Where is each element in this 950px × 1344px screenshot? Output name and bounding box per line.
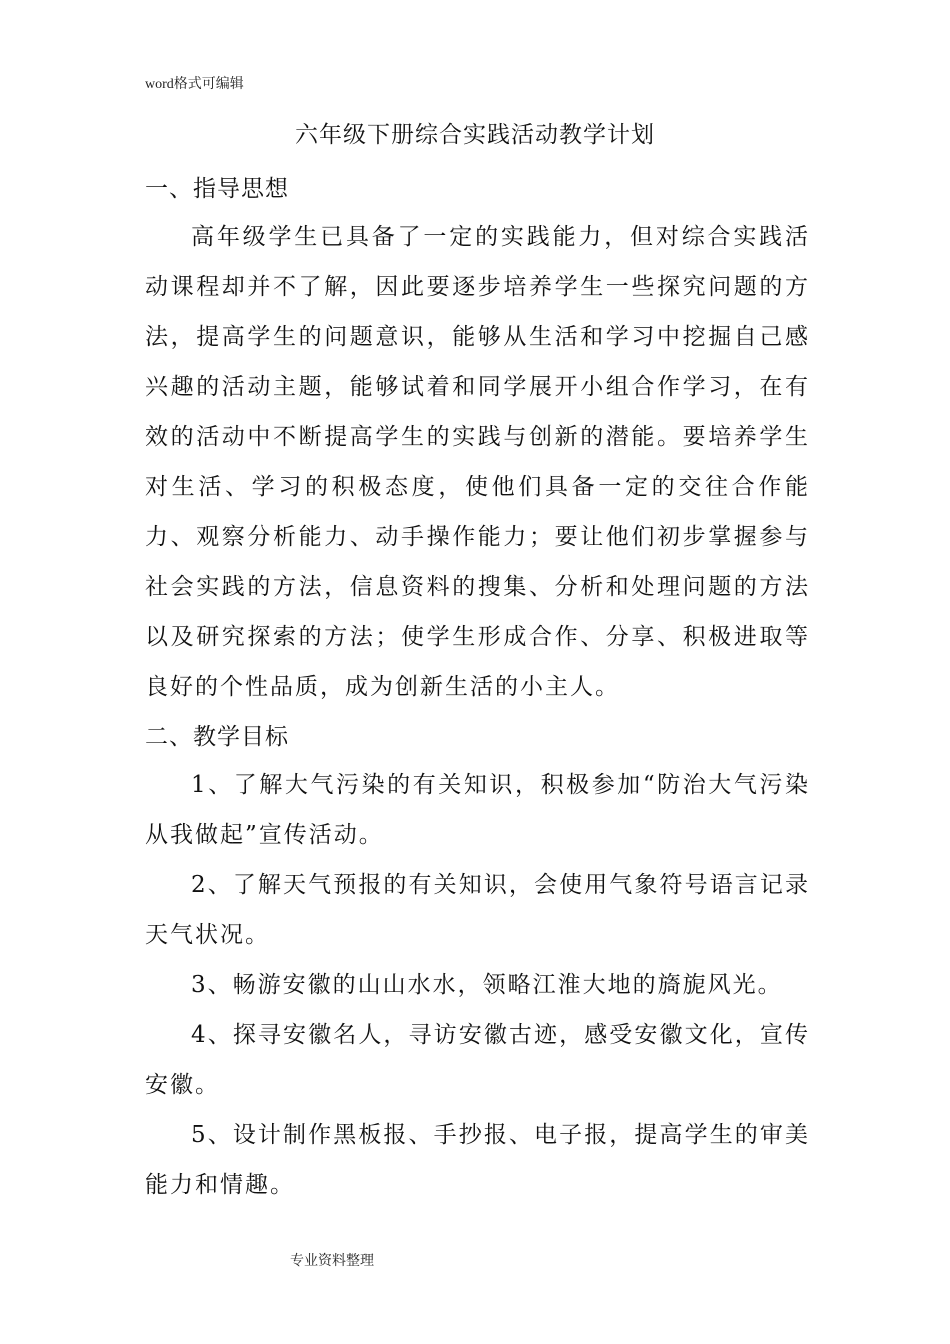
goal-item-4: 4、探寻安徽名人，寻访安徽古迹，感受安徽文化，宣传安徽。 — [145, 1022, 810, 1098]
section-heading-guiding-idea: 一、指导思想 — [145, 176, 289, 202]
goal-item-1: 1、了解大气污染的有关知识，积极参加“防治大气污染从我做起”宣传活动。 — [145, 772, 810, 848]
goal-item-3: 3、畅游安徽的山山水水，领略江淮大地的旖旎风光。 — [191, 972, 783, 998]
goal-item-5: 5、设计制作黑板报、手抄报、电子报，提高学生的审美能力和情趣。 — [145, 1122, 810, 1198]
document-title: 六年级下册综合实践活动教学计划 — [295, 122, 655, 148]
section-heading-teaching-goals: 二、教学目标 — [145, 724, 289, 750]
header-note: word格式可编辑 — [145, 77, 244, 92]
goal-item-2: 2、了解天气预报的有关知识，会使用气象符号语言记录天气状况。 — [145, 872, 810, 948]
footer-note: 专业资料整理 — [290, 1253, 374, 1269]
guiding-idea-paragraph: 高年级学生已具备了一定的实践能力，但对综合实践活动课程却并不了解，因此要逐步培养学生一些探究问题的方法，提高学生的问题意识，能够从生活和学习中挖掘自己感兴趣的活动主题，能够试着和同学展开小组合作学习，在有效的活动中不断提高学生的实践与创新的潜能。要培养学生对生活、学习的积极态度，使他们具备一定的交往合作能力、观察分析能力、动手操作能力；要让他们初步掌握参与社会实践的方法，信息资料的搜集、分析和处理问题的方法以及研究探索的方法；使学生形成合作、分享、积极进取等良好的个性品质，成为创新生活的小主人。 — [145, 224, 810, 700]
